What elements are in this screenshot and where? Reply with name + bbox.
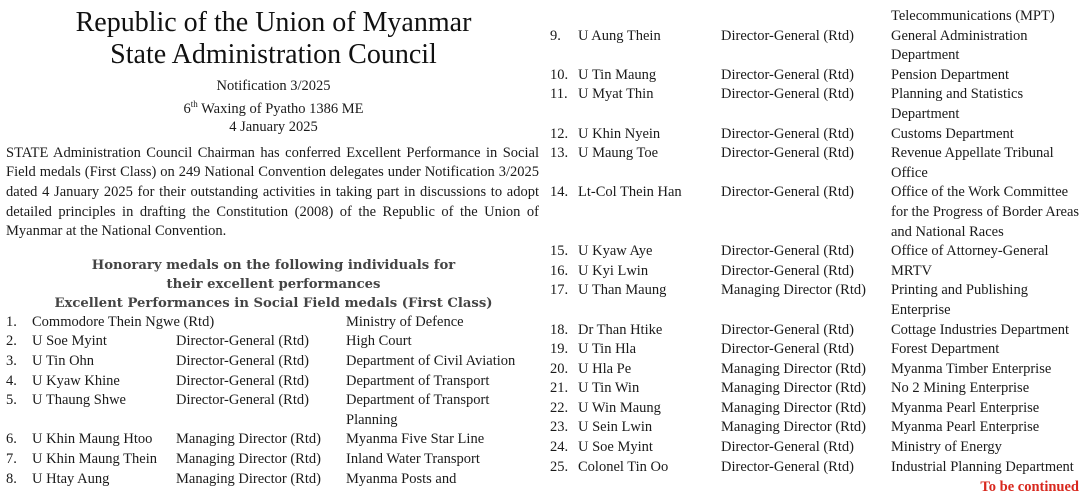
recipient-title: Director-General (Rtd) [721,341,854,358]
recipient-number: 5. [6,392,17,409]
recipient-title: Managing Director (Rtd) [721,380,866,397]
table-row [550,85,1087,124]
recipient-number: 22. [550,399,569,416]
recipient-title: Managing Director (Rtd) [176,450,321,467]
recipient-name: U Khin Nyein [578,125,661,142]
recipient-name: U Kyaw Aye [578,243,653,260]
recipient-title: Director-General (Rtd) [176,333,309,350]
recipient-number: 15. [550,243,569,260]
table-row [550,262,1087,282]
notification-number: Notification 3/2025 [216,78,331,94]
recipient-org: Office of Attorney-General [891,243,1049,260]
recipient-org: Customs Department [891,125,1014,142]
section-heading-line-1: Honorary medals on the following individuals for [91,257,456,273]
table-row [6,430,541,450]
recipient-name: U Kyaw Khine [32,372,120,389]
notification-block [6,77,541,136]
recipient-org: Myanma Pearl Enterprise [891,419,1040,436]
recipient-org: Ministry of Defence [346,313,464,330]
recipient-number: 1. [6,313,17,330]
recipient-number: 20. [550,360,569,377]
recipient-org: Pension Department [891,66,1009,83]
recipient-number: 8. [6,470,17,487]
recipient-number: 24. [550,439,569,456]
recipient-name: U Than Maung [578,282,667,299]
section-heading-line-3: Excellent Performances in Social Field medals (First Class) [54,295,493,311]
recipient-number: 18. [550,321,569,338]
body-paragraph: STATE Administration Council Chairman has conferred Excellent Performance in Social Field medals (First Class) on 249 National Convention delegates under Notification 3/2025 dated 4 January 2025 for their outstanding activities in taking part in discussions to adopt detailed principles in drafting the Constitution (2008) of the Republic of the Union of Myanmar at the National Convention. [6,144,539,240]
recipient-title: Director-General (Rtd) [176,392,309,409]
recipient-org: Planning and Statistics Department [891,86,1024,122]
recipient-title: Director-General (Rtd) [721,184,854,201]
recipient-title: Director-General (Rtd) [176,372,309,389]
table-row [550,281,1087,320]
recipient-org: Ministry of Energy [891,439,1002,456]
recipient-number: 13. [550,145,569,162]
recipient-org: Cottage Industries Department [891,321,1069,338]
recipient-number: 21. [550,380,569,397]
recipient-number: 25. [550,458,569,475]
recipient-title: Director-General (Rtd) [721,27,854,44]
title-line-1: Republic of the Union of Myanmar [75,7,472,38]
recipient-org: Myanma Posts and [346,470,457,487]
recipient-name: U Tin Win [578,380,640,397]
recipient-number: 16. [550,262,569,279]
recipient-title: Managing Director (Rtd) [176,431,321,448]
recipient-org: Myanma Five Star Line [346,431,485,448]
recipient-table-right [550,7,1087,477]
recipient-name: U Tin Ohn [32,352,95,369]
recipient-title: Director-General (Rtd) [721,145,854,162]
recipient-title: Managing Director (Rtd) [721,419,866,436]
recipient-number: 19. [550,341,569,358]
recipient-org: Myanma Pearl Enterprise [891,399,1040,416]
recipient-org: Printing and Publishing Enterprise [891,282,1028,318]
recipient-number: 11. [550,86,568,103]
recipient-title: Director-General (Rtd) [721,243,854,260]
myanmar-date-suffix: th [190,99,198,109]
recipient-number: 3. [6,352,17,369]
recipient-name: U Tin Maung [578,66,657,83]
table-row [550,360,1087,380]
recipient-org: Revenue Appellate Tribunal Office [891,145,1054,181]
recipient-number: 17. [550,282,569,299]
recipient-title: Director-General (Rtd) [721,321,854,338]
recipient-org: Department of Transport Planning [346,392,490,428]
table-row [550,458,1087,478]
table-row [550,242,1087,262]
right-column [550,0,1087,500]
recipient-name: U Hla Pe [578,360,632,377]
myanmar-date-day: 6 [183,100,191,117]
recipient-title: Managing Director (Rtd) [721,399,866,416]
recipient-number: 12. [550,125,569,142]
page-title [6,7,541,71]
recipient-name: U Thaung Shwe [32,392,126,409]
recipient-name: U Win Maung [578,399,661,416]
recipient-name: U Khin Maung Thein [32,450,157,467]
recipient-org: Forest Department [891,341,1000,358]
table-row [6,372,541,392]
recipient-org: General Administration Department [891,27,1028,64]
gregorian-date: 4 January 2025 [229,118,318,135]
recipient-name: U Khin Maung Htoo [32,431,153,448]
recipient-org: Myanma Timber Enterprise [891,360,1052,377]
table-row [6,450,541,470]
recipient-name: U Soe Myint [578,439,653,456]
recipient-name: U Aung Thein [578,27,661,44]
recipient-name: U Myat Thin [578,86,654,103]
recipient-title: Managing Director (Rtd) [176,470,321,487]
recipient-org: MRTV [891,262,933,279]
table-row [550,321,1087,341]
table-row [6,470,541,490]
recipient-name: Commodore Thein Ngwe (Rtd) [32,313,215,330]
table-row [550,27,1087,66]
table-row [6,332,541,352]
table-row [6,391,541,430]
recipient-org: Telecommunications (MPT) [891,8,1055,24]
recipient-number: 4. [6,372,17,389]
recipient-name: Lt-Col Thein Han [578,184,682,201]
recipient-name: U Kyi Lwin [578,262,649,279]
recipient-name: U Sein Lwin [578,419,653,436]
recipient-name: Colonel Tin Oo [578,458,669,475]
table-row [550,183,1087,242]
table-row [6,352,541,372]
recipient-title: Director-General (Rtd) [721,125,854,142]
recipient-number: 2. [6,333,17,350]
section-heading-line-2: their excellent performances [166,276,381,292]
table-row [550,379,1087,399]
recipient-title: Director-General (Rtd) [721,66,854,83]
recipient-name: Dr Than Htike [578,321,663,338]
myanmar-date [6,95,541,118]
recipient-org: Department of Transport [346,372,490,389]
recipient-title: Managing Director (Rtd) [721,360,866,377]
recipient-title: Director-General (Rtd) [721,458,854,475]
recipient-name: U Soe Myint [32,333,107,350]
recipient-org: High Court [346,333,412,350]
myanmar-date-rest: Waxing of Pyatho 1386 ME [197,100,364,117]
recipient-org: No 2 Mining Enterprise [891,380,1030,397]
recipient-name: U Htay Aung [32,470,110,487]
recipient-title: Director-General (Rtd) [176,352,309,369]
table-row [550,144,1087,183]
recipient-title: Director-General (Rtd) [721,86,854,103]
recipient-title: Director-General (Rtd) [721,439,854,456]
recipient-name: U Tin Hla [578,341,637,358]
left-column [6,0,541,500]
recipient-number: 7. [6,450,17,467]
section-heading [6,256,541,313]
recipient-org: Office of the Work Committee for the Progress of Border Areas and National Races [891,184,1080,240]
recipient-number: 6. [6,431,17,448]
continued-label: To be continued [980,479,1079,495]
recipient-table-left [6,313,541,489]
recipient-title: Managing Director (Rtd) [721,282,866,299]
recipient-org: Industrial Planning Department [891,458,1074,475]
recipient-name: U Maung Toe [578,145,659,162]
table-row [6,313,541,333]
table-row [550,438,1087,458]
table-row [550,340,1087,360]
title-line-2: State Administration Council [110,39,437,70]
recipient-org: Department of Civil Aviation [346,352,516,369]
recipient-number: 23. [550,419,569,436]
recipient-number: 9. [550,27,561,44]
table-row [550,399,1087,419]
table-row [550,66,1087,86]
recipient-title: Director-General (Rtd) [721,262,854,279]
recipient-org: Inland Water Transport [346,450,480,467]
table-row [550,125,1087,145]
recipient-number: 14. [550,184,569,201]
recipient-number: 10. [550,66,569,83]
table-row-continuation [550,7,1087,27]
table-row [550,418,1087,438]
